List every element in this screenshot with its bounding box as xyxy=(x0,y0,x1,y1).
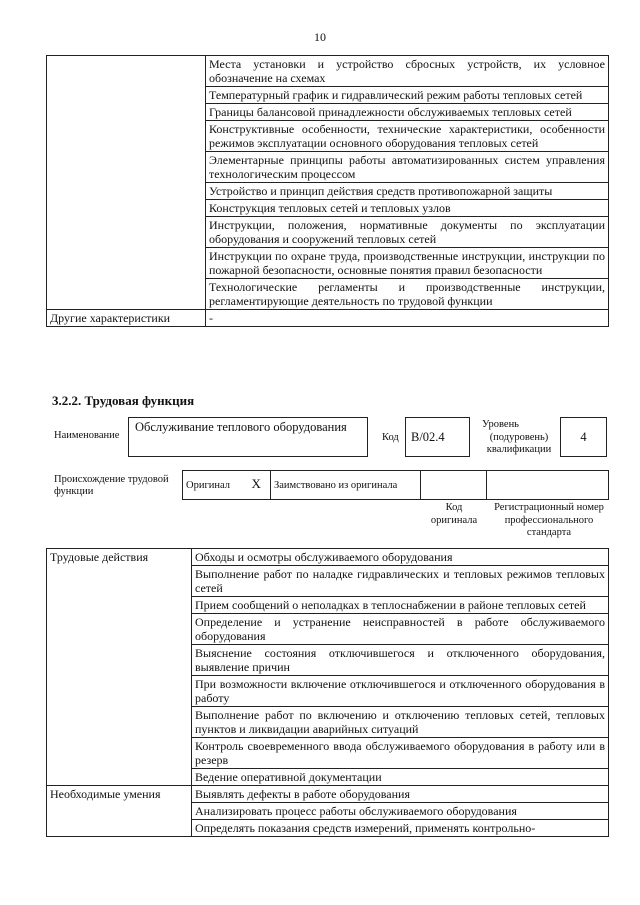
level-label-line: Уровень xyxy=(482,419,519,430)
table-cell: Анализировать процесс работы обслуживаемого оборудования xyxy=(192,803,609,820)
origin-label xyxy=(54,474,169,498)
code-value: B/02.4 xyxy=(411,430,445,444)
code-caption xyxy=(420,502,488,527)
table-cell: Выяснение состояния отключившегося и отключенного оборудования, выявление причин xyxy=(192,645,609,676)
level-label xyxy=(482,419,556,457)
reg-caption xyxy=(488,502,610,540)
table-cell: Выполнение работ по наладке гидравлических и тепловых режимов тепловых сетей xyxy=(192,566,609,597)
table-row xyxy=(47,549,609,566)
table-cell: Выявлять дефекты в работе оборудования xyxy=(192,786,609,803)
actions-label: Трудовые действия xyxy=(47,549,192,786)
section-title: 3.2.2. Трудовая функция xyxy=(52,393,195,408)
other-characteristics-label: Другие характеристики xyxy=(47,310,206,327)
reg-number-cell xyxy=(487,471,609,500)
table-row xyxy=(47,56,609,87)
other-characteristics-value: - xyxy=(206,310,609,327)
original-code-cell xyxy=(421,471,487,500)
table-cell: Устройство и принцип действия средств противопожарной защиты xyxy=(206,183,609,200)
reg-caption-line: стандарта xyxy=(526,527,572,538)
origin-label-line: функции xyxy=(54,486,94,497)
level-value-box xyxy=(560,417,607,457)
table-cell: Определять показания средств измерений, применять контрольно- xyxy=(192,820,609,837)
borrowed-label: Заимствовано из оригинала xyxy=(271,471,421,500)
table-cell: Места установки и устройство сбросных устройств, их условное обозначение на схемах xyxy=(206,56,609,87)
table-cell: Обходы и осмотры обслуживаемого оборудования xyxy=(192,549,609,566)
table-cell: Ведение оперативной документации xyxy=(192,769,609,786)
table-cell: Инструкции по охране труда, производственные инструкции, инструкции по пожарной безопасности, основные понятия правил безопасности xyxy=(206,248,609,279)
table-cell: Выполнение работ по включению и отключению тепловых сетей, тепловых пунктов и ликвидации аварийных ситуаций xyxy=(192,707,609,738)
table-label-cell-empty xyxy=(47,56,206,310)
code-value-box xyxy=(405,417,470,457)
table-row xyxy=(47,310,609,327)
table-cell: Конструкция тепловых сетей и тепловых узлов xyxy=(206,200,609,217)
table-cell: Конструктивные особенности, технические характеристики, особенности режимов эксплуатации основного оборудования тепловых сетей xyxy=(206,121,609,152)
level-label-line: квалификации xyxy=(486,444,552,455)
table-cell: Инструкции, положения, нормативные документы по эксплуатации оборудования и сооружений тепловых сетей xyxy=(206,217,609,248)
table-cell: Контроль своевременного ввода обслуживаемого оборудования в работу или в резерв xyxy=(192,738,609,769)
table-cell: Элементарные принципы работы автоматизированных систем управления технологическим процессом xyxy=(206,152,609,183)
code-label: Код xyxy=(382,432,399,443)
code-caption-line: Код xyxy=(445,502,463,513)
page-number: 10 xyxy=(314,30,326,44)
origin-table xyxy=(182,470,609,500)
skills-label: Необходимые умения xyxy=(47,786,192,837)
original-label: Оригинал xyxy=(183,471,243,500)
table-cell: Прием сообщений о неполадках в теплоснабжении в районе тепловых сетей xyxy=(192,597,609,614)
table-cell: При возможности включение отключившегося и отключенного оборудования в работу xyxy=(192,676,609,707)
reg-caption-line: профессионального xyxy=(504,514,594,526)
name-value-box xyxy=(128,417,368,457)
name-value: Обслуживание теплового оборудования xyxy=(135,420,347,434)
level-value: 4 xyxy=(580,430,587,444)
table-cell: Температурный график и гидравлический режим работы тепловых сетей xyxy=(206,87,609,104)
code-caption-line: оригинала xyxy=(430,514,478,526)
name-label: Наименование xyxy=(54,430,120,441)
level-label-line: (подуровень) xyxy=(489,431,549,443)
table-cell: Границы балансовой принадлежности обслуживаемых тепловых сетей xyxy=(206,104,609,121)
table-cell: Технологические регламенты и производственные инструкции, регламентирующие деятельность по трудовой функции xyxy=(206,279,609,310)
reg-caption-line: Регистрационный номер xyxy=(494,502,604,513)
knowledge-table xyxy=(46,55,609,327)
table-row xyxy=(47,786,609,803)
actions-table xyxy=(46,548,609,837)
original-mark: X xyxy=(243,471,271,500)
table-row xyxy=(183,471,609,500)
table-cell: Определение и устранение неисправностей в работе обслуживаемого оборудования xyxy=(192,614,609,645)
origin-label-line: Происхождение трудовой xyxy=(54,474,169,485)
